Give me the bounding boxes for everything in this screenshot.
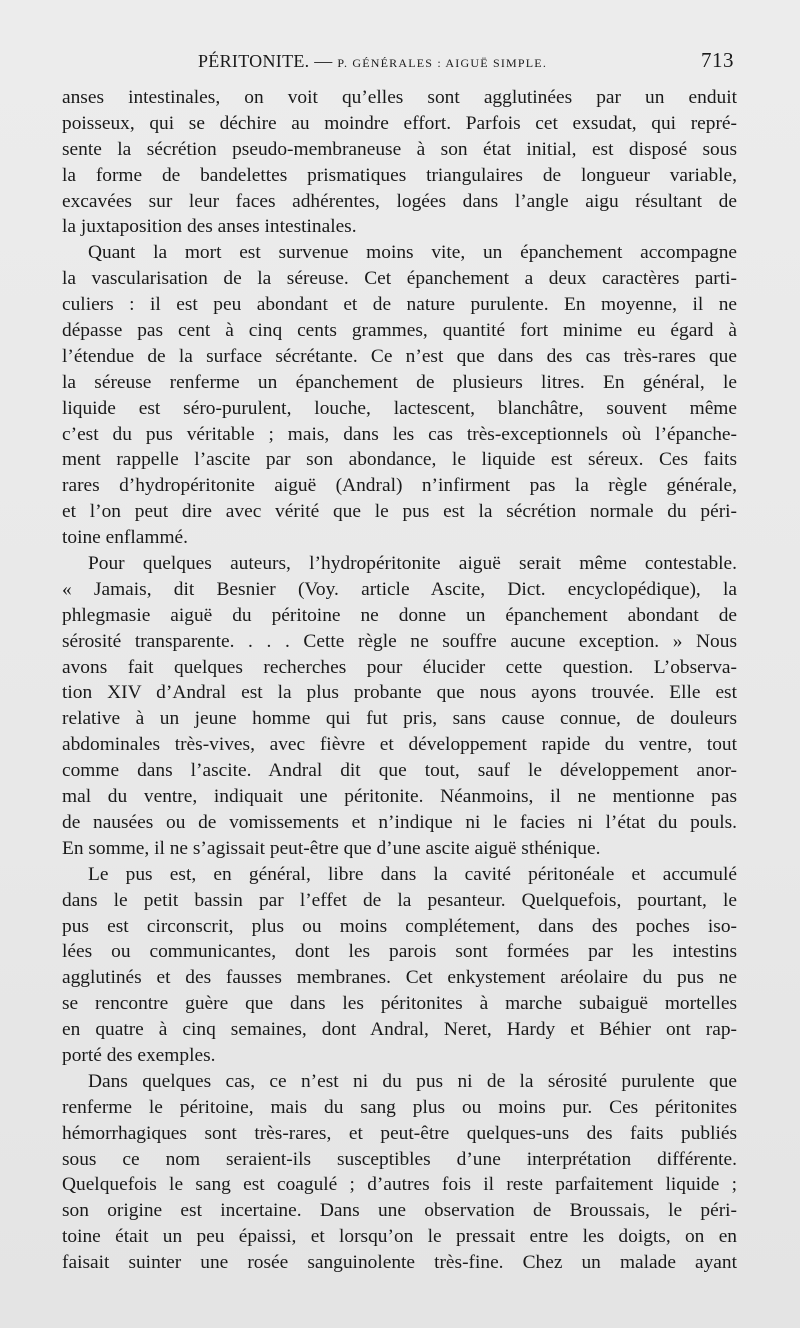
text-line: c’est du pus véritable ; mais, dans les cas très-exceptionnels où l’épanche-	[62, 423, 737, 445]
text-line: comme dans l’ascite. Andral dit que tout, sauf le développement anor-	[62, 760, 737, 782]
text-line: En somme, il ne s’agissait peut-être que d’une ascite aiguë sthénique.	[62, 837, 601, 859]
text-line: toine enflammé.	[62, 527, 188, 549]
text-line: poisseux, qui se déchire au moindre effort. Parfois cet exsudat, qui repré-	[62, 112, 737, 134]
text-line: se rencontre guère que dans les péritonites à marche subaiguë mortelles	[62, 993, 737, 1015]
text-line: porté des exemples.	[62, 1044, 216, 1066]
text-line: sérosité transparente. . . . Cette règle ne souffre aucune exception. » Nous	[62, 630, 737, 652]
text-line: la séreuse renferme un épanchement de plusieurs litres. En général, le	[62, 371, 737, 393]
text-line: Quelquefois le sang est coagulé ; d’autres fois il reste parfaitement liquide ;	[62, 1174, 737, 1196]
text-line: renferme le péritoine, mais du sang plus ou moins pur. Ces péritonites	[62, 1096, 737, 1118]
text-line: abdominales très-vives, avec fièvre et développement rapide du ventre, tout	[62, 734, 737, 756]
header-title: PÉRITONITE.	[198, 51, 310, 71]
text-line: « Jamais, dit Besnier (Voy. article Ascite, Dict. encyclopédique), la	[62, 578, 737, 600]
text-line: toine était un peu épaissi, et lorsqu’on le pressait entre les doigts, on en	[62, 1226, 737, 1248]
body-text	[62, 85, 737, 1276]
text-line: faisait suinter une rosée sanguinolente très-fine. Chez un malade ayant	[62, 1252, 737, 1274]
running-header	[198, 48, 734, 76]
text-line: rares d’hydropéritonite aiguë (Andral) n’infirment pas la règle générale,	[62, 475, 737, 497]
text-line: Dans quelques cas, ce n’est ni du pus ni de la sérosité purulente que	[88, 1070, 737, 1092]
text-line: anses intestinales, on voit qu’elles sont agglutinées par un enduit	[62, 87, 737, 108]
paragraph	[62, 1069, 737, 1276]
text-line: sente la sécrétion pseudo-membraneuse à son état initial, est disposé sous	[62, 138, 737, 160]
text-line: la forme de bandelettes prismatiques triangulaires de longueur variable,	[62, 164, 737, 186]
text-line: relative à un jeune homme qui fut pris, sans cause connue, de douleurs	[62, 708, 737, 730]
header-dash: —	[314, 51, 333, 71]
text-line: hémorrhagiques sont très-rares, et peut-être quelques-uns des faits publiés	[62, 1122, 737, 1144]
text-line: phlegmasie aiguë du péritoine ne donne un épanchement abondant de	[62, 604, 737, 626]
text-line: de nausées ou de vomissements et n’indique ni le facies ni l’état du pouls.	[62, 811, 737, 833]
text-line: culiers : il est peu abondant et de nature purulente. En moyenne, il ne	[62, 294, 737, 316]
text-line: l’étendue de la surface sécrétante. Ce n’est que dans des cas très-rares que	[62, 345, 737, 367]
text-line: sous ce nom seraient-ils susceptibles d’une interprétation différente.	[62, 1148, 737, 1170]
text-line: Le pus est, en général, libre dans la cavité péritonéale et accumulé	[88, 863, 737, 885]
text-line: son origine est incertaine. Dans une observation de Broussais, le péri-	[62, 1200, 737, 1222]
text-line: avons fait quelques recherches pour élucider cette question. L’observa-	[62, 656, 737, 678]
text-line: Quant la mort est survenue moins vite, un épanchement accompagne	[88, 242, 737, 264]
paragraph	[62, 862, 737, 1069]
text-line: en quatre à cinq semaines, dont Andral, Neret, Hardy et Béhier ont rap-	[62, 1019, 737, 1041]
running-title	[198, 51, 547, 72]
text-line: agglutinés et des fausses membranes. Cet enkystement aréolaire du pus ne	[62, 967, 737, 989]
text-line: la vascularisation de la séreuse. Cet épanchement a deux caractères parti-	[62, 268, 737, 290]
text-line: ment rappelle l’ascite par son abondance, le liquide est séreux. Ces faits	[62, 449, 737, 471]
text-line: excavées sur leur faces adhérentes, logées dans l’angle aigu résultant de	[62, 190, 737, 212]
text-line: mal du ventre, indiquait une péritonite. Néanmoins, il ne mentionne pas	[62, 786, 737, 808]
text-line: dans le petit bassin par l’effet de la pesanteur. Quelquefois, pourtant, le	[62, 889, 737, 911]
paragraph	[62, 240, 737, 551]
text-line: tion XIV d’Andral est la plus probante que nous ayons trouvée. Elle est	[62, 682, 737, 704]
paragraph	[62, 85, 737, 240]
text-line: pus est circonscrit, plus ou moins complétement, dans des poches iso-	[62, 915, 737, 937]
page-number: 713	[701, 48, 734, 72]
text-line: et l’on peut dire avec vérité que le pus est la sécrétion normale du péri-	[62, 501, 737, 523]
text-line: la juxtaposition des anses intestinales.	[62, 216, 357, 238]
text-line: dépasse pas cent à cinq cents grammes, quantité fort minime eu égard à	[62, 320, 737, 342]
paragraph	[62, 551, 737, 862]
header-subtitle: P. GÉNÉRALES : AIGUË SIMPLE.	[337, 56, 548, 70]
text-line: Pour quelques auteurs, l’hydropéritonite aiguë serait même contestable.	[88, 553, 737, 575]
text-line: lées ou communicantes, dont les parois sont formées par les intestins	[62, 941, 737, 963]
text-line: liquide est séro-purulent, louche, lactescent, blanchâtre, souvent même	[62, 397, 737, 419]
